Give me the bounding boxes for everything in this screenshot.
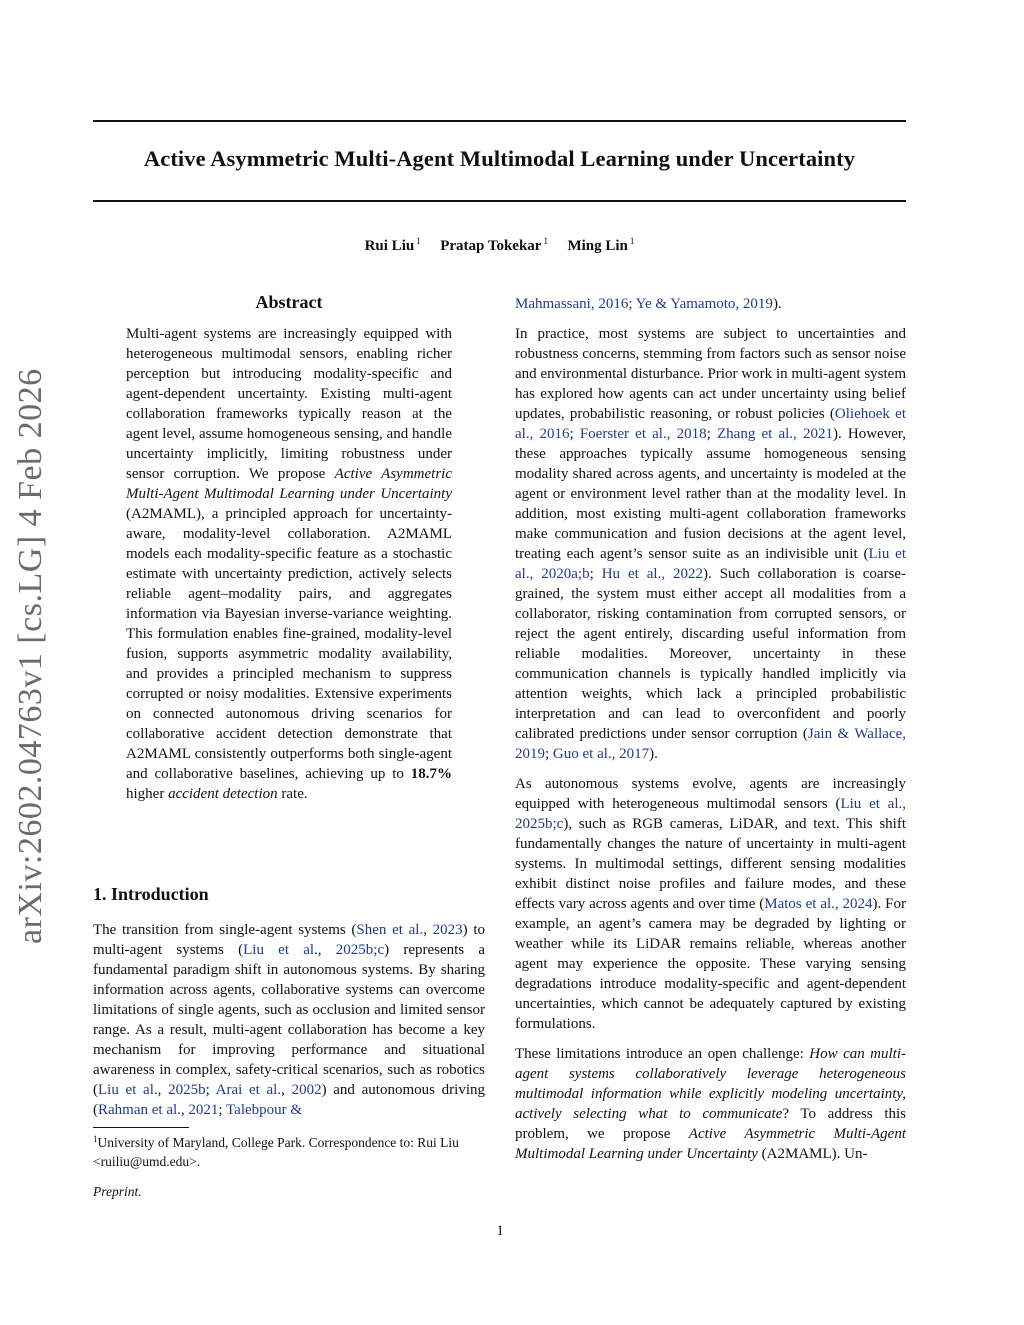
- abstract-heading: Abstract: [255, 292, 323, 312]
- footnote-affiliation: $^1$University of Maryland, College Park. Correspondence to: Rui Liu <ruiliu@umd.edu>.: [93, 1134, 459, 1169]
- citation-link[interactable]: 2002: [291, 1082, 322, 1098]
- footnote-rule: [93, 1127, 189, 1128]
- page-number: 1: [496, 1223, 504, 1239]
- paragraph-uncertainty: In practice, most systems are subject to uncertainties and robustness concerns, stemming from factors such as sensor noise and environmental disturbance. Prior work in multi-agent system has explored how agents can act under uncertainty using belief updates, probabilistic reasoning, or robust policies (Oliehoek et al., 2016; Foerster et al., 2018; Zhang et al., 2021). However, these approaches typically assume homogeneous sensing modality shared across agents, and uncertainty is modeled at the agent or environment level rather than at the modality level. In addition, most existing multi-agent collaboration frameworks make communication and fusion decisions at the agent level, treating each agent’s sensor suite as an indivisible unit (Liu et al., 2020a;b; Hu et al., 2022). Such collaboration is coarse-grained, the system must either accept all modalities from a collaborator, risking contamination from corrupted sensors, or reject the agent entirely, discarding useful information from reliable modalities. Moreover, uncertainty in these communication channels is typically handled implicitly via attention weights, which lack a principled probabilistic interpretation and can lead to overconfident and poorly calibrated predictions under sensor corruption (Jain & Wallace, 2019; Guo et al., 2017).: [515, 326, 907, 762]
- paragraph-challenge: These limitations introduce an open challenge: How can multi-agent systems collaboratively leverage heterogeneous multimodal information while explicitly modeling uncertainty, actively selecting what to communicate? To address this problem, we propose Active Asymmetric Multi-Agent Multimodal Learning under Uncertainty (A2MAML). Un-: [515, 1046, 907, 1162]
- title-rule-bottom: [93, 200, 906, 202]
- citation-link[interactable]: Arai et al.: [215, 1082, 282, 1098]
- citation-link[interactable]: 2023: [432, 922, 463, 938]
- citation-link[interactable]: Oliehoek et al., 2016: [515, 406, 906, 442]
- citation-link[interactable]: Liu et al.: [243, 942, 318, 958]
- author-affiliation-mark: 1: [543, 236, 548, 246]
- right-column: [515, 294, 906, 1174]
- citation-link[interactable]: Liu et al., 2025b;c: [515, 796, 906, 832]
- citation-link[interactable]: Shen et al.: [356, 922, 424, 938]
- citation-link[interactable]: Rahman et al.: [98, 1102, 181, 1118]
- citation-link[interactable]: 2025b: [168, 1082, 206, 1098]
- citation-link[interactable]: 2025b;c: [335, 942, 385, 958]
- citation-link[interactable]: Talebpour &: [226, 1102, 303, 1118]
- citation-link[interactable]: Mahmassani, 2016; Ye & Yamamoto, 2019: [515, 296, 773, 312]
- author-affiliation-mark: 1: [416, 236, 421, 246]
- author-affiliation-mark: 1: [629, 236, 635, 246]
- abstract-body: Multi-agent systems are increasingly equipped with heterogeneous multimodal sensors, enabling richer perception but introducing modality-specific and agent-dependent uncertainty. Existing multi-agent collaboration frameworks typically reason at the agent level, assume homogeneous sensing, and handle uncertainty implicitly, limiting robustness under sensor corruption. We propose Active Asymmetric Multi-Agent Multimodal Learning under Uncertainty (A2MAML), a principled approach for uncertainty-aware, modality-level collaboration. A2MAML models each modality-specific feature as a stochastic estimate with uncertainty prediction, actively selects reliable agent–modality pairs, and aggregates information via Bayesian inverse-variance weighting. This formulation enables fine-grained, modality-level fusion, supports asymmetric modality availability, and provides a principled mechanism to suppress corrupted or noisy modalities. Extensive experiments on connected autonomous driving scenarios for collaborative accident detection demonstrate that A2MAML consistently outperforms both single-agent and collaborative baselines, achieving up to 18.7% higher accident detection rate.: [126, 326, 452, 802]
- paragraph-continued: Mahmassani, 2016; Ye & Yamamoto, 2019).: [515, 296, 782, 312]
- citation-link[interactable]: Liu et al.: [98, 1082, 158, 1098]
- title-rule-top: [93, 120, 906, 122]
- author-name: Ming Lin: [567, 238, 628, 254]
- citation-link[interactable]: Jain & Wallace, 2019: [515, 726, 906, 762]
- author-name: Pratap Tokekar: [440, 238, 542, 254]
- author-name: Rui Liu: [364, 238, 415, 254]
- arxiv-identifier: arXiv:2602.04763v1 [cs.LG] 4 Feb 2026: [12, 368, 49, 944]
- citation-link[interactable]: Guo et al., 2017: [552, 746, 650, 762]
- author-list: [93, 236, 906, 255]
- citation-link[interactable]: Matos et al., 2024: [764, 896, 873, 912]
- citation-link[interactable]: Liu et al., 2020a;b: [515, 546, 906, 582]
- section-heading-introduction: 1. Introduction: [93, 884, 209, 904]
- citation-link[interactable]: Hu et al., 2022: [601, 566, 704, 582]
- preprint-label: Preprint.: [93, 1184, 142, 1199]
- improvement-value: 18.7%: [410, 766, 452, 782]
- paper-title: Active Asymmetric Multi-Agent Multimodal Learning under Uncertainty: [143, 146, 856, 171]
- citation-link[interactable]: Zhang et al., 2021: [717, 426, 833, 442]
- citation-link[interactable]: 2021: [188, 1102, 219, 1118]
- introduction-paragraph: The transition from single-agent systems (Shen et al., 2023) to multi-agent systems (Liu et al., 2025b;c) represents a fundamental paradigm shift in autonomous systems. By sharing information across agents, collaborative systems can overcome limitations of single agents, such as occlusion and limited sensor range. As a result, multi-agent collaboration has become a key mechanism for improving performance and situational awareness in complex, safety-critical scenarios, such as robotics (Liu et al., 2025b; Arai et al., 2002) and autonomous driving (Rahman et al., 2021; Talebpour &: [93, 922, 486, 1118]
- citation-link[interactable]: Foerster et al., 2018: [579, 426, 707, 442]
- paragraph-multimodal: As autonomous systems evolve, agents are increasingly equipped with heterogeneous multimodal sensors (Liu et al., 2025b;c), such as RGB cameras, LiDAR, and text. This shift fundamentally changes the nature of uncertainty in multi-agent systems. In multimodal settings, different sensing modalities exhibit distinct noise profiles and failure modes, and these effects vary across agents and over time (Matos et al., 2024). For example, an agent’s camera may be degraded by lighting or weather while its LiDAR remains reliable, whereas another agent may experience the opposite. These varying sensing degradations introduce modality-specific and agent-dependent uncertainties, which cannot be adequately captured by existing formulations.: [515, 776, 906, 1032]
